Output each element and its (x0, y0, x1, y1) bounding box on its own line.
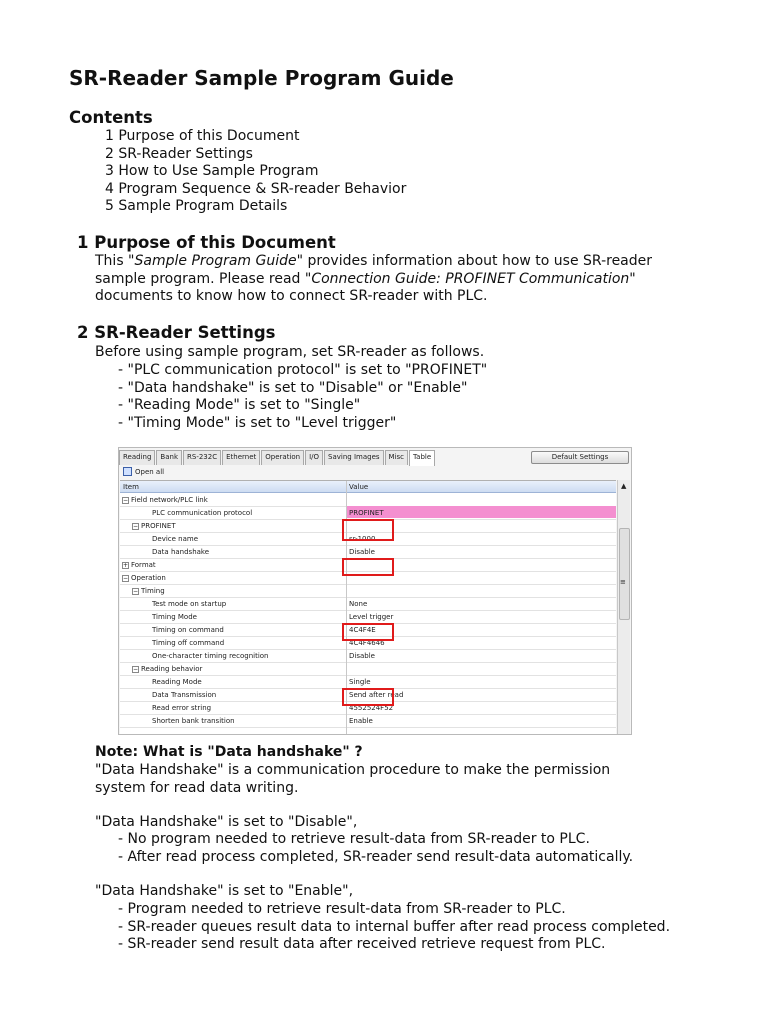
callout-profinet (342, 519, 394, 541)
tab-rs232c[interactable]: RS-232C (183, 450, 221, 465)
row-item-label (152, 717, 235, 725)
section1-heading: 1 Purpose of this Document (77, 233, 336, 252)
tab-operation[interactable]: Operation (261, 450, 304, 465)
row-item-text: Operation (131, 574, 166, 582)
row-value[interactable]: Level trigger (349, 613, 394, 621)
emphasis-text: Connection Guide: PROFINET Communication (311, 270, 630, 287)
row-item-text: Timing on command (152, 626, 224, 634)
row-item-label (132, 587, 165, 595)
callout-data-handshake (342, 558, 394, 576)
note-description (95, 762, 610, 797)
row-item-label (152, 652, 268, 660)
toc-item[interactable]: 3 How to Use Sample Program (105, 163, 319, 179)
paragraph-line (95, 253, 652, 271)
paragraph-line (95, 271, 652, 289)
row-item-label (132, 522, 176, 530)
tab-misc[interactable]: Misc (385, 450, 408, 465)
row-item-text: Reading Mode (152, 678, 202, 686)
row-value[interactable]: 4552524F52 (349, 704, 394, 712)
callout-reading-mode (342, 688, 394, 706)
table-row[interactable] (120, 714, 616, 728)
column-header-value: Value (349, 483, 369, 491)
row-item-text: Format (131, 561, 156, 569)
row-item-label (152, 548, 209, 556)
row-value[interactable]: 4C4F4646 (349, 639, 385, 647)
table-row[interactable] (120, 649, 616, 663)
text-run: This " (95, 253, 135, 269)
table-row[interactable] (120, 610, 616, 624)
row-item-label (122, 561, 156, 569)
expand-icon[interactable]: + (123, 561, 129, 569)
section1-paragraph (95, 253, 652, 306)
toc-item[interactable]: 5 Sample Program Details (105, 198, 288, 214)
row-item-text: Read error string (152, 704, 212, 712)
table-header (120, 481, 616, 493)
tab-ethernet[interactable]: Ethernet (222, 450, 260, 465)
open-all-button[interactable] (123, 467, 164, 476)
row-item-label (152, 535, 198, 543)
disable-heading: "Data Handshake" is set to "Disable", (95, 814, 358, 830)
row-item-label (152, 600, 226, 608)
row-item-text: Timing Mode (152, 613, 197, 621)
list-item: - "Reading Mode" is set to "Single" (118, 397, 361, 413)
expand-all-icon (123, 467, 132, 476)
enable-heading: "Data Handshake" is set to "Enable", (95, 883, 354, 899)
list-item: - After read process completed, SR-reader send result-data automatically. (118, 848, 634, 865)
row-item-text: PROFINET (141, 522, 176, 530)
table-row[interactable] (120, 545, 616, 559)
table-row[interactable] (120, 675, 616, 689)
tab-reading[interactable]: Reading (119, 450, 155, 465)
table-row[interactable] (120, 493, 616, 507)
collapse-icon[interactable]: − (133, 587, 139, 595)
table-scrollbar[interactable] (617, 480, 630, 734)
emphasis-text: Sample Program Guide" (134, 253, 304, 269)
row-item-text: Reading behavior (141, 665, 203, 673)
row-value[interactable]: Send after read (349, 691, 404, 699)
row-value[interactable]: 4C4F4E (349, 626, 376, 634)
row-item-text: One-character timing recognition (152, 652, 269, 660)
row-item-label (152, 613, 197, 621)
collapse-icon[interactable]: − (133, 522, 139, 530)
list-item: - SR-reader queues result data to internal buffer after read process completed. (118, 918, 671, 935)
row-value[interactable]: sr-1000 (349, 535, 376, 543)
tab-bank[interactable]: Bank (156, 450, 182, 465)
section2-intro: Before using sample program, set SR-reader as follows. (95, 344, 485, 360)
tab-saving-images[interactable]: Saving Images (324, 450, 384, 465)
row-item-text: Field network/PLC link (131, 496, 208, 504)
row-item-text: Timing (141, 587, 165, 595)
paragraph-line: documents to know how to connect SR-reader with PLC. (95, 288, 488, 304)
table-of-contents (105, 128, 406, 216)
collapse-icon[interactable]: − (123, 496, 129, 504)
collapse-icon[interactable]: − (123, 574, 129, 582)
list-item: - No program needed to retrieve result-data from SR-reader to PLC. (118, 831, 590, 847)
text-run: sample program. Please read " (95, 270, 312, 287)
tab-io[interactable]: I/O (305, 450, 323, 465)
row-value[interactable]: Disable (349, 548, 375, 556)
row-value[interactable]: Single (349, 678, 371, 686)
contents-heading: Contents (69, 108, 153, 127)
tab-table[interactable]: Table (409, 450, 435, 466)
row-value[interactable]: PROFINET (349, 509, 384, 517)
section2-heading: 2 SR-Reader Settings (77, 323, 276, 342)
table-row[interactable] (120, 662, 616, 676)
toc-item[interactable]: 1 Purpose of this Document (105, 128, 300, 144)
text-run: " (629, 270, 636, 287)
row-item-label (152, 704, 211, 712)
enable-list (118, 901, 670, 954)
row-item-text: PLC communication protocol (152, 509, 253, 517)
row-item-label (152, 691, 216, 699)
list-item: - Program needed to retrieve result-data from SR-reader to PLC. (118, 901, 566, 917)
document-title: SR-Reader Sample Program Guide (69, 66, 454, 90)
list-item: - "PLC communication protocol" is set to "PROFINET" (118, 362, 488, 378)
scroll-grip-icon: ≡ (620, 578, 626, 586)
row-item-label (152, 639, 224, 647)
settings-screenshot (118, 447, 632, 735)
text-run: provides information about how to use SR-reader (303, 253, 653, 269)
settings-tabs (119, 450, 436, 464)
row-item-label (152, 678, 202, 686)
callout-timing-mode (342, 623, 394, 641)
row-item-text: Data handshake (152, 548, 210, 556)
row-item-text: Data Transmission (152, 691, 217, 699)
list-item: - "Timing Mode" is set to "Level trigger" (118, 414, 397, 431)
scroll-thumb[interactable] (619, 528, 630, 620)
row-value[interactable]: None (349, 600, 368, 608)
row-item-text: Device name (152, 535, 199, 543)
table-row[interactable] (120, 584, 616, 598)
toc-item[interactable]: 2 SR-Reader Settings (105, 145, 253, 162)
selected-value-highlight (346, 506, 616, 518)
list-item: - SR-reader send result data after received retrieve request from PLC. (118, 936, 606, 952)
row-item-label (122, 574, 166, 582)
row-item-label (152, 626, 224, 634)
toc-item[interactable]: 4 Program Sequence & SR-reader Behavior (105, 180, 407, 197)
table-row[interactable] (120, 506, 616, 520)
row-item-label (132, 665, 202, 673)
list-item: - "Data handshake" is set to "Disable" or "Enable" (118, 379, 468, 396)
paragraph-line: system for read data writing. (95, 779, 299, 796)
row-item-label (122, 496, 208, 504)
row-item-text: Timing off command (152, 639, 225, 647)
row-item-text: Test mode on startup (152, 600, 227, 608)
paragraph-line: "Data Handshake" is a communication procedure to make the permission (95, 762, 611, 778)
disable-list (118, 831, 633, 866)
settings-list (118, 362, 487, 432)
open-all-label: Open all (135, 467, 165, 476)
row-value[interactable]: Enable (349, 717, 373, 725)
settings-table (120, 480, 616, 735)
column-header-item: Item (123, 483, 139, 491)
row-value[interactable]: Disable (349, 652, 375, 660)
note-heading: Note: What is "Data handshake" ? (95, 744, 363, 760)
table-row[interactable] (120, 597, 616, 611)
row-item-label (152, 509, 252, 517)
default-settings-button[interactable]: Default Settings (531, 451, 629, 464)
row-item-text: Shorten bank transition (152, 717, 235, 725)
collapse-icon[interactable]: − (133, 665, 139, 673)
scroll-up-icon[interactable]: ▲ (621, 482, 627, 490)
